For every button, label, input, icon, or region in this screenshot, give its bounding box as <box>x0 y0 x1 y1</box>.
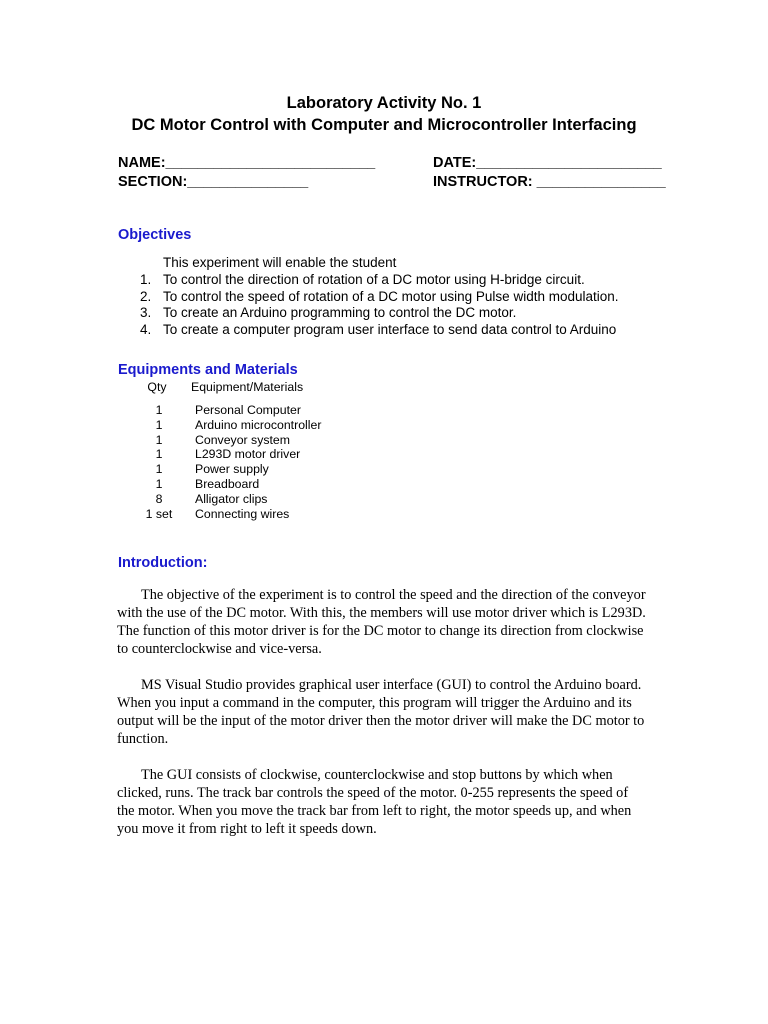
equipment-row <box>140 447 321 462</box>
item-column-header: Equipment/Materials <box>191 380 304 394</box>
objective-number: 2. <box>140 288 152 304</box>
equipment-item: Conveyor system <box>195 432 290 447</box>
date-field: DATE:_______________________ <box>433 155 662 171</box>
equipment-qty: 1 <box>155 403 163 417</box>
equipment-row <box>140 492 321 507</box>
introduction-paragraph: MS Visual Studio provides graphical user interface (GUI) to control the Arduino board. When you input a command in the computer, this program will trigger the Arduino and its output will be the input of the motor driver then the motor driver will make the DC motor to function. <box>117 677 645 747</box>
objective-number: 4. <box>140 321 152 337</box>
equipment-table <box>140 380 321 521</box>
equipment-heading: Equipments and Materials <box>118 362 298 378</box>
equipment-row <box>140 433 321 448</box>
objectives-heading: Objectives <box>118 227 192 243</box>
objective-text: To create an Arduino programming to control the DC motor. <box>163 305 517 320</box>
equipment-item: Breadboard <box>195 476 260 491</box>
instructor-field: INSTRUCTOR: ________________ <box>433 174 666 190</box>
introduction-paragraph: The GUI consists of clockwise, counterclockwise and stop buttons by which when clicked, runs. The track bar controls the speed of the motor. 0-255 represents the speed of the motor. When you move the track bar from left to right, the motor speeds up, and when you move it from right to left it speeds down. <box>117 767 632 837</box>
introduction-body <box>117 586 649 856</box>
objective-text: To create a computer program user interface to send data control to Arduino <box>163 321 617 337</box>
equipment-item: Personal Computer <box>195 403 301 417</box>
objective-number: 3. <box>140 305 152 320</box>
equipment-header-row <box>140 380 321 398</box>
equipment-qty: 8 <box>155 491 163 506</box>
equipment-qty: 1 <box>155 447 163 462</box>
objectives-intro: This experiment will enable the student <box>163 255 397 270</box>
document-title: Laboratory Activity No. 1 <box>286 94 482 112</box>
section-field: SECTION:_______________ <box>118 174 309 190</box>
equipment-item: Alligator clips <box>195 491 268 506</box>
equipment-qty: 1 <box>155 417 163 432</box>
introduction-paragraph: The objective of the experiment is to control the speed and the direction of the conveyor with the use of the DC motor. With this, the members will use motor driver which is L293D. The function of this motor driver is for the DC motor to change its direction from clockwise to counterclockwise and vice-versa. <box>117 587 646 657</box>
qty-column-header: Qty <box>147 380 167 394</box>
equipment-row <box>140 403 321 418</box>
equipment-row <box>140 477 321 492</box>
objective-item <box>140 289 619 306</box>
objective-number: 1. <box>140 272 152 287</box>
equipment-item: Power supply <box>195 462 269 477</box>
introduction-heading: Introduction: <box>118 555 208 571</box>
objective-item <box>140 322 619 339</box>
objective-text: To control the speed of rotation of a DC motor using Pulse width modulation. <box>163 288 619 304</box>
objectives-list <box>140 272 619 338</box>
name-field: NAME:__________________________ <box>118 155 376 171</box>
equipment-qty: 1 <box>155 476 163 491</box>
equipment-item: L293D motor driver <box>195 447 301 462</box>
equipment-row <box>140 462 321 477</box>
objective-text: To control the direction of rotation of a DC motor using H-bridge circuit. <box>163 272 585 287</box>
objective-item <box>140 305 619 322</box>
equipment-row <box>140 507 321 522</box>
document-subtitle: DC Motor Control with Computer and Microcontroller Interfacing <box>131 116 637 134</box>
equipment-qty: 1 set <box>145 506 173 521</box>
equipment-item: Arduino microcontroller <box>195 417 322 432</box>
equipment-item: Connecting wires <box>195 506 290 521</box>
equipment-qty: 1 <box>155 432 163 447</box>
objective-item <box>140 272 619 289</box>
equipment-qty: 1 <box>155 462 163 477</box>
equipment-row <box>140 418 321 433</box>
